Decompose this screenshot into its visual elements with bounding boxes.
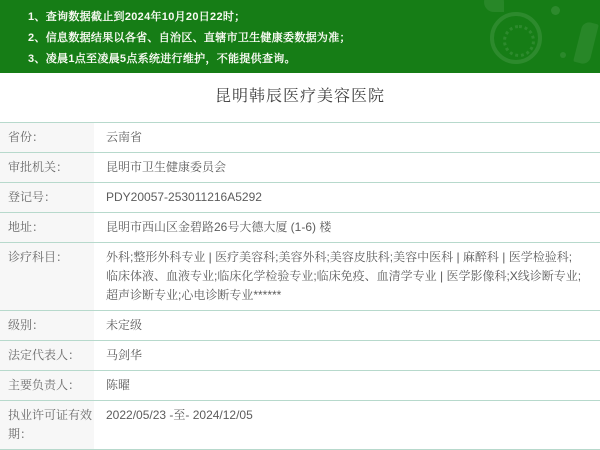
- row-value: 外科;整形外科专业 | 医疗美容科;美容外科;美容皮肤科;美容中医科 | 麻醉科 | 医学检验科;临床体液、血液专业;临床化学检验专业;临床免疫、血清学专业 | 医学影像科;X线诊断专业;超声诊断专业;心电诊断专业******: [106, 250, 582, 302]
- table-row-legal-representative: [0, 341, 600, 371]
- row-value: 陈曜: [106, 378, 131, 392]
- table-row-medical-subjects: [0, 243, 600, 311]
- row-value: 未定级: [106, 318, 143, 332]
- table-row-level: [0, 311, 600, 341]
- table-row-province: [0, 123, 600, 153]
- notice-line: 3、凌晨1点至凌晨5点系统进行维护，不能提供查询。: [28, 53, 296, 65]
- notice-list: [0, 0, 600, 70]
- row-label: 省份：: [0, 123, 94, 152]
- row-value: 2022/05/23 -至- 2024/12/05: [106, 408, 253, 422]
- table-row-approval-authority: [0, 153, 600, 183]
- row-label: 执业许可证有效期：: [0, 401, 94, 449]
- row-label: 级别：: [0, 311, 94, 340]
- row-value: PDY20057-253011216A5292: [106, 190, 262, 204]
- notice-line: 1、查询数据截止到2024年10月20日22时；: [28, 11, 246, 23]
- row-value: 马剑华: [106, 348, 143, 362]
- page-title: 昆明韩辰医疗美容医院: [214, 88, 385, 105]
- row-value: 昆明市卫生健康委员会: [106, 160, 227, 174]
- table-row-principal: [0, 371, 600, 401]
- row-label: 主要负责人：: [0, 371, 94, 400]
- table-row-registration-number: [0, 183, 600, 213]
- table-row-license-validity: [0, 401, 600, 450]
- notice-banner: [0, 0, 600, 73]
- table-row-address: [0, 213, 600, 243]
- notice-line: 2、信息数据结果以各省、自治区、直辖市卫生健康委数据为准；: [28, 32, 351, 44]
- hospital-info-table: [0, 122, 600, 450]
- row-value: 云南省: [106, 130, 143, 144]
- row-label: 法定代表人：: [0, 341, 94, 370]
- row-label: 登记号：: [0, 183, 94, 212]
- row-label: 审批机关：: [0, 153, 94, 182]
- row-label: 地址：: [0, 213, 94, 242]
- row-value: 昆明市西山区金碧路26号大德大厦 (1-6) 楼: [106, 220, 332, 234]
- row-label: 诊疗科目：: [0, 243, 94, 310]
